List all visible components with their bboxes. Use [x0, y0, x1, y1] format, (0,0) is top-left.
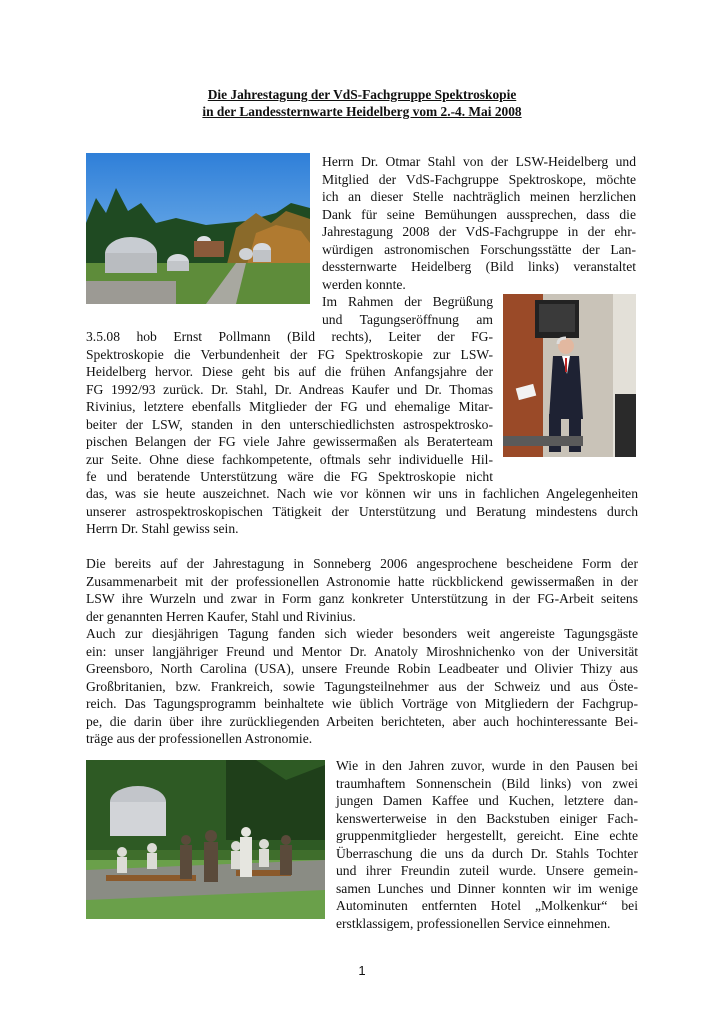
text-line: Jahrestagung 2008 der VdS-Fachgruppe in der ehr-	[322, 224, 636, 239]
text-line: Spektroskopie die Verbundenheit der FG Spektroskopie zur LSW-	[86, 346, 493, 362]
text-line: samen Lunches und Dinner konnten wir im wenige	[336, 880, 638, 896]
outdoor-coffee-break-photo	[86, 760, 325, 919]
text-line: Herrn Dr. Otmar Stahl von der LSW-Heidelberg und	[322, 154, 636, 169]
text-line: pischen Belangen der FG viele Jahre gewissermaßen als Beraterteam	[86, 434, 493, 449]
text-line: ich an dieser Stelle nachträglich meinen herzlichen	[322, 189, 636, 204]
intro-paragraph-full	[86, 485, 638, 538]
text-line: unserer astrospektroskopischen Tätigkeit der Unterstützung und Beratung mindestens durch	[86, 503, 638, 519]
text-line: LSW ihre Wurzeln und zwar in Form ganz konkreter Unterstützung in der FG-Arbeit seitens	[86, 591, 638, 606]
text-line: Rivinius, letztere ebenfalls Mitglieder der FG und ehemalige Mitar-	[86, 399, 493, 414]
text-line: traumhaftem Sonnenschein (Bild links) von zwei	[336, 775, 638, 791]
paragraph-guests	[86, 625, 638, 748]
text-line: dessternwarte Heidelberg (Bild links) veranstaltet	[322, 259, 636, 274]
text-line: beiter der LSW, standen in den unterschiedlichsten astrospektrosko-	[86, 416, 493, 432]
text-line: Mitglied der VdS-Fachgruppe Spektroskope, möchte	[322, 171, 636, 187]
text-line: Wie in den Jahren zuvor, wurde in den Pausen bei	[336, 758, 638, 773]
text-line: gruppenmitglieder hergestellt, gereicht. Eine echte	[336, 828, 638, 843]
text-line: erstklassigem, professionellen Service einnehmen.	[336, 915, 611, 931]
observatory-domes-photo	[86, 153, 310, 304]
text-line: Greensboro, North Carolina (USA), unsere Freunde Robin Leadbeater und Olivier Thizy aus	[86, 661, 638, 676]
text-line: fe und beratende Unterstützung wäre die FG Spektroskopie nicht	[86, 469, 493, 484]
text-line: Die bereits auf der Jahrestagung in Sonneberg 2006 angesprochene bescheidene Form der	[86, 556, 638, 571]
text-line: zur Seite. Ohne diese fachkompetente, oftmals sehr individuelle Hil-	[86, 451, 493, 467]
intro-paragraph-right	[322, 153, 636, 293]
title-line-2: in der Landessternwarte Heidelberg vom 2.-4. Mai 2008	[202, 104, 522, 119]
text-line: Heidelberg hervor. Diese geht bis auf die frühen Anfangsjahre der	[86, 364, 493, 379]
text-line: Zusammenarbeit mit der professionellen Astronomie hatte rückblickend gewissermaßen in der	[86, 573, 638, 589]
paragraph-breaks	[336, 757, 638, 932]
text-line: Überraschung die uns da durch Dr. Stahls Tochter	[336, 845, 638, 861]
text-line: und Tagungseröffnung am	[322, 311, 493, 327]
page-number: 1	[358, 963, 366, 978]
paragraph-cooperation	[86, 555, 638, 625]
text-line: und ihrer Freundin zuteil wurde. Unsere gemein-	[336, 863, 638, 878]
title-line-1: Die Jahrestagung der VdS-Fachgruppe Spektroskopie	[207, 87, 517, 102]
text-line: träge aus der professionellen Astronomie.	[86, 731, 313, 746]
text-line: FG 1992/93 zurück. Dr. Stahl, Dr. Andreas Kaufer und Dr. Thomas	[86, 381, 493, 397]
text-line: Großbritanien, bzw. Frankreich, sowie Tagungsteilnehmer aus der Schweiz und aus Öste-	[86, 678, 638, 694]
text-line: das, was sie heute auszeichnet. Nach wie vor können wir uns in fachlichen Angelegenheiten	[86, 486, 638, 501]
speaker-at-lectern-photo	[503, 294, 636, 457]
text-line: Dank für seine Bemühungen aussprechen, dass die	[322, 206, 636, 222]
text-line: jungen Damen Kaffee und Kuchen, letztere dan-	[336, 793, 638, 808]
text-line: werden konnte.	[322, 276, 406, 292]
text-line: 3.5.08 hob Ernst Pollmann (Bild rechts), Leiter der FG-	[86, 329, 493, 344]
text-line: pe, die darin über ihre zurückliegenden Arbeiten berichteten, aber auch hochinteressante Bei-	[86, 713, 638, 729]
intro-paragraph-narrow	[322, 293, 493, 328]
document-title	[86, 86, 638, 120]
text-line: kenswerterweise in den Backstuben einiger Fach-	[336, 810, 638, 826]
text-line: ein: unser langjähriger Freund und Mentor Dr. Anatoly Miroshnichenko von der Universität	[86, 643, 638, 659]
text-line: Herrn Dr. Stahl gewiss sein.	[86, 521, 239, 536]
text-line: Autominuten entfernten Hotel „Molkenkur“ bei	[336, 898, 638, 913]
text-line: Auch zur diesjährigen Tagung fanden sich wieder besonders weit angereiste Tagungsgäste	[86, 626, 638, 641]
text-line: würdigen astronomischen Forschungsstätte der Lan-	[322, 241, 636, 257]
text-line: reich. Das Tagungsprogramm beinhaltete wie üblich Vorträge von Mitgliedern der Fachgrup-	[86, 696, 638, 711]
text-line: der genannten Herren Kaufer, Stahl und Rivinius.	[86, 608, 356, 624]
text-line: Im Rahmen der Begrüßung	[322, 294, 493, 309]
intro-paragraph-left	[86, 328, 493, 486]
